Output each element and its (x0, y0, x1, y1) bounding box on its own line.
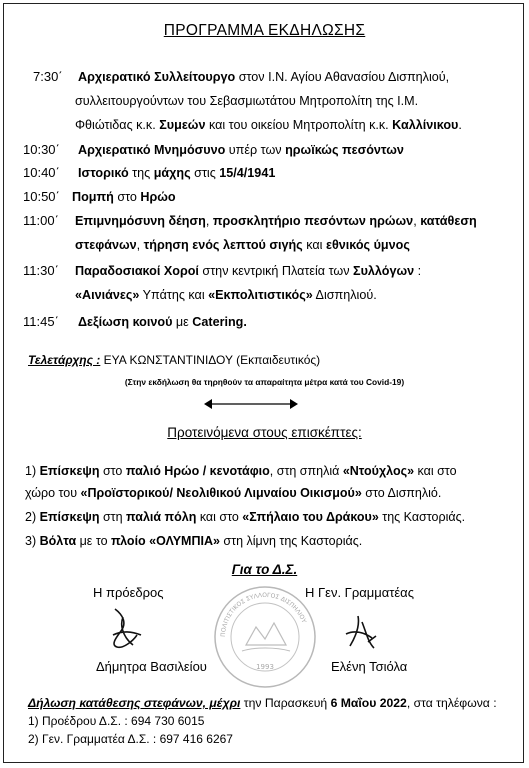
bold-text: Ιστορικό (78, 166, 129, 180)
bold-text: «Εκπολιτιστικός» (208, 288, 313, 302)
association-stamp (212, 583, 318, 691)
page-title: ΠΡΟΓΡΑΜΜΑ ΕΚΔΗΛΩΣΗΣ (163, 22, 366, 39)
text: στο (99, 464, 126, 478)
text: της Καστοριάς. (378, 510, 466, 524)
bold-text: Επίσκεψη (39, 510, 100, 524)
text: υπέρ των (225, 143, 286, 157)
president-title: Η πρόεδρος (93, 585, 164, 600)
bold-text: πλοίο «ΟΛΥΜΠΙΑ» (111, 534, 220, 548)
bold-text: κατάθεση (420, 214, 477, 228)
text-line (25, 485, 441, 501)
schedule-time: 11:00΄ (23, 213, 59, 228)
bold-text: μάχης (153, 166, 191, 180)
text: στις (190, 166, 220, 180)
text: της (128, 166, 154, 180)
bold-text: «Ντούχλος» (342, 464, 415, 478)
secretary-title: Η Γεν. Γραμματέας (305, 585, 414, 600)
covid-note: (Στην εκδήλωση θα τηρηθούν τα απαραίτητα μέτρα κατά του Covid-19) (124, 377, 405, 387)
bold-text: Συμεών (159, 118, 206, 132)
wreath-date: 6 Μαΐου 2022 (330, 696, 407, 710)
bold-text: Αρχιερατικό (78, 70, 155, 84)
schedule-time: 10:40΄ (23, 165, 60, 180)
bold-text: προσκλητήριο πεσόντων ηρώων (212, 214, 414, 228)
bold-text: Συλλείτουργο (154, 70, 236, 84)
text: , (413, 214, 421, 228)
text-line (78, 314, 247, 330)
ceremony-master-role: (Εκπαιδευτικός) (236, 353, 321, 367)
text: και (302, 238, 326, 252)
text-line (25, 509, 465, 525)
double-arrow-icon (203, 397, 299, 411)
text-line (75, 237, 410, 253)
bold-text: τήρηση ενός λεπτού σιγής (143, 238, 303, 252)
text-line (78, 165, 275, 181)
text: και του οικείου Μητροπολίτη κ.κ. (205, 118, 393, 132)
text-line (72, 189, 176, 205)
text: στο (113, 190, 141, 204)
secretary-name: Ελένη Τσιόλα (331, 659, 408, 674)
bold-text: στεφάνων (75, 238, 137, 252)
bold-text: Catering. (192, 315, 247, 329)
suggestions-heading: Προτεινόμενα στους επισκέπτες: (167, 425, 362, 440)
text: στη (99, 510, 127, 524)
text: , (136, 238, 144, 252)
text: στο Δισπηλιό. (361, 486, 442, 500)
schedule-time: 10:30΄ (23, 142, 60, 157)
text: χώρο του (25, 486, 81, 500)
stamp-year: 1993 (256, 663, 274, 671)
ceremony-master-name: ΕΥΑ ΚΩΝΣΤΑΝΤΙΝΙΔΟΥ (103, 353, 233, 367)
text-line (75, 117, 462, 133)
text: 2) (25, 510, 40, 524)
bold-text: Παραδοσιακοί Χοροί (75, 264, 199, 278)
wreath-tail: , στα τηλέφωνα : (406, 696, 497, 710)
bold-text: «Προϊστορικού/ Νεολιθικού Λιμναίου Οικισμού» (80, 486, 362, 500)
bold-text: Αρχιερατικό Μνημόσυνο (78, 143, 226, 157)
president-name: Δήμητρα Βασιλείου (96, 659, 207, 674)
text: στη λίμνη της Καστοριάς. (219, 534, 363, 548)
text: : (414, 264, 422, 278)
schedule-time: 11:30΄ (23, 263, 59, 278)
schedule-time: 11:45΄ (23, 314, 59, 329)
phone-secretary: 2) Γεν. Γραμματέα Δ.Σ. : 697 416 6267 (28, 732, 233, 746)
bold-text: 15/4/1941 (219, 166, 276, 180)
text-line (78, 142, 404, 158)
text: , (205, 214, 213, 228)
text: συλλειτουργούντων του Σεβασμιωτάτου Μητροπολίτη της Ι.Μ. (75, 94, 419, 108)
bold-text: Επιμνημόσυνη δέηση (75, 214, 206, 228)
bold-text: Βόλτα (39, 534, 77, 548)
bold-text: εθνικός ύμνος (325, 238, 410, 252)
text: στην κεντρική Πλατεία των (198, 264, 354, 278)
bold-text: Επίσκεψη (39, 464, 100, 478)
bold-text: Δεξίωση κοινού (78, 315, 173, 329)
schedule-time: 7:30΄ (33, 69, 63, 84)
bold-text: «Σπήλαιο του Δράκου» (242, 510, 379, 524)
text: με (172, 315, 193, 329)
bold-text: Συλλόγων (353, 264, 415, 278)
stamp-text: ΠΟΛΙΤΙΣΤΙΚΟΣ ΣΥΛΛΟΓΟΣ ΔΙΣΠΗΛΙΟΥ (219, 591, 308, 638)
bold-text: παλιά πόλη (126, 510, 197, 524)
text: Δισπηλιού. (312, 288, 377, 302)
signatures-heading: Για το Δ.Σ. (231, 562, 298, 577)
wreath-text: την Παρασκευή (240, 696, 331, 710)
president-signature (103, 605, 149, 651)
bold-text: «Αινιάνες» (75, 288, 140, 302)
wreath-label: Δήλωση κατάθεσης στεφάνων, μέχρι (28, 696, 241, 710)
text: στον Ι.Ν. Αγίου Αθανασίου Δισπηλιού, (235, 70, 450, 84)
text-line (75, 213, 477, 229)
text-line (75, 287, 377, 303)
secretary-signature (340, 612, 380, 652)
bold-text: Πομπή (72, 190, 114, 204)
ceremony-master (28, 352, 320, 368)
text: . (458, 118, 462, 132)
text: με το (76, 534, 112, 548)
text: και στο (196, 510, 243, 524)
text-line (78, 69, 449, 85)
ceremony-master-label: Τελετάρχης : (28, 353, 101, 367)
text: 3) (25, 534, 40, 548)
text-line (25, 533, 362, 549)
text: , στη σπηλιά (269, 464, 343, 478)
text-line (75, 93, 418, 109)
bold-text: παλιό Ηρώο / κενοτάφιο (125, 464, 270, 478)
text-line (75, 263, 421, 279)
text-line (25, 463, 457, 479)
text: Φθιώτιδας κ.κ. (75, 118, 160, 132)
wreath-declaration (28, 695, 497, 711)
text: 1) (25, 464, 40, 478)
text: Υπάτης και (139, 288, 209, 302)
bold-text: Ηρώο (140, 190, 176, 204)
schedule-time: 10:50΄ (23, 189, 60, 204)
phone-president: 1) Προέδρου Δ.Σ. : 694 730 6015 (28, 714, 205, 728)
bold-text: Καλλίνικου (392, 118, 459, 132)
bold-text: ηρωϊκώς πεσόντων (285, 143, 404, 157)
text: και στο (414, 464, 457, 478)
